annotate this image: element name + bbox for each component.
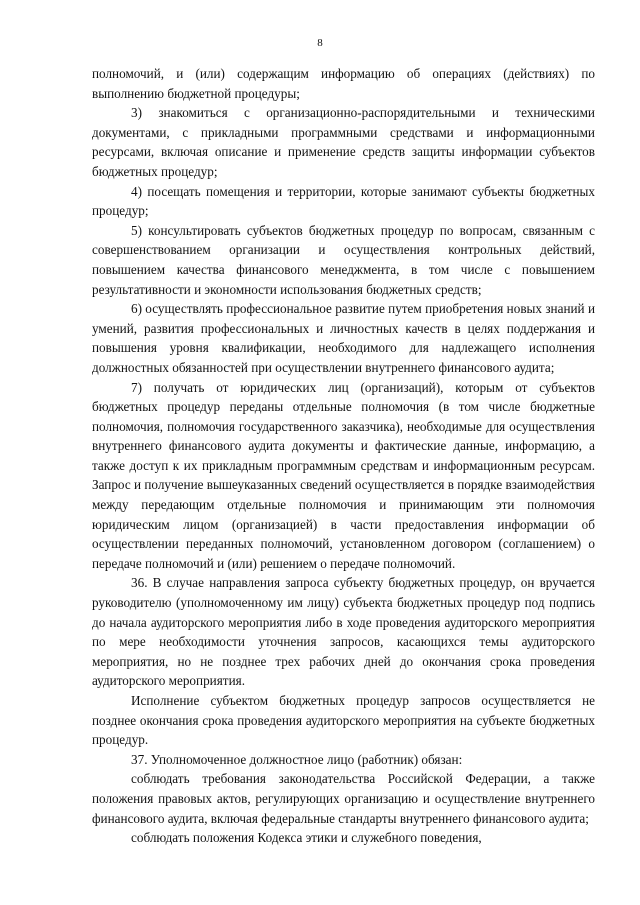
page-number: 8 — [317, 37, 323, 49]
paragraph: 3) знакомиться с организационно-распорядительными и техническими документами, с прикладными программными средствами и информационными ресурсами, включая описание и применение средств защиты информации субъектов бюджетных процедур; — [92, 105, 595, 179]
paragraph: 37. Уполномоченное должностное лицо (работник) обязан: — [131, 751, 463, 767]
paragraph: соблюдать требования законодательства Российской Федерации, а также положения правовых актов, регулирующих организацию и осуществление внутреннего финансового аудита, включая федеральные стандарты внутреннего финансового аудита; — [92, 771, 595, 826]
document-body — [92, 64, 595, 848]
paragraph: 4) посещать помещения и территории, которые занимают субъекты бюджетных процедур; — [92, 183, 595, 219]
paragraph: Исполнение субъектом бюджетных процедур запросов осуществляется не позднее окончания срока проведения аудиторского мероприятия на субъекте бюджетных процедур. — [92, 693, 595, 748]
paragraph: 6) осуществлять профессиональное развитие путем приобретения новых знаний и умений, развития профессиональных и личностных качеств в целях поддержания и повышения уровня квалификации, необходимого для надлежащего исполнения должностных обязанностей при осуществлении внутреннего финансового аудита; — [92, 301, 595, 375]
paragraph: 5) консультировать субъектов бюджетных процедур по вопросам, связанным с совершенствованием организации и осуществления контрольных действий, повышением качества финансового менеджмента, в том числе с повышением результативности и экономности использования бюджетных средств; — [92, 222, 595, 297]
paragraph: 36. В случае направления запроса субъекту бюджетных процедур, он вручается руководителю (уполномоченному им лицу) субъекта бюджетных процедур под подпись до начала аудиторского мероприятия либо в ходе проведения аудиторского мероприятия по мере необходимости уточнения запросов, касающихся темы аудиторского мероприятия, но не позднее трех рабочих дней до окончания срока проведения аудиторского мероприятия. — [92, 575, 595, 689]
paragraph: полномочий, и (или) содержащим информацию об операциях (действиях) по выполнению бюджетной процедуры; — [92, 66, 595, 101]
paragraph: 7) получать от юридических лиц (организаций), которым от субъектов бюджетных процедур переданы отдельные полномочия (в том числе бюджетные полномочия, полномочия государственного заказчика), необходимые для осуществления внутреннего финансового аудита документы и фактические данные, информацию, а также доступ к их прикладным программным средствам и информационным ресурсам. Запрос и получение вышеуказанных сведений осуществляется в порядке взаимодействия между передающим отдельные полномочия и принимающим эти полномочия юридическим лицом (организацией) в части предоставления информации об осуществлении переданных полномочий, установленном договором (соглашением) о передаче полномочий и (или) решением о передаче полномочий. — [92, 379, 595, 571]
paragraph: соблюдать положения Кодекса этики и служебного поведения, — [131, 830, 482, 846]
